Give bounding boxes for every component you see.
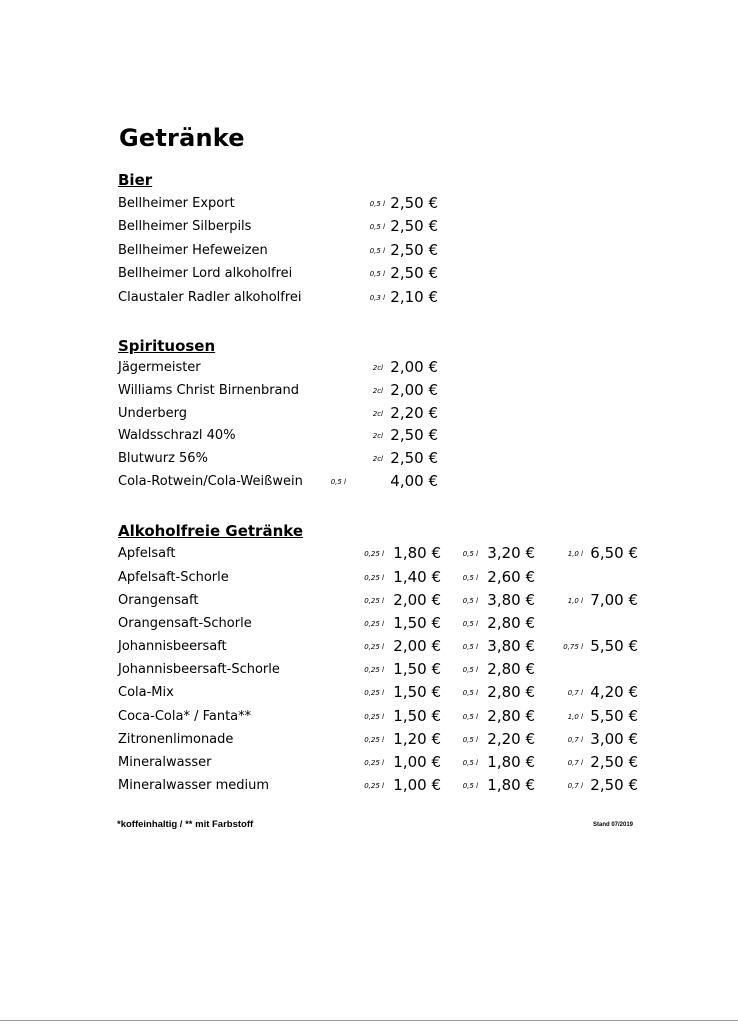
item-price: 2,50 € [390,426,438,444]
quantity-small: 0,25 l [364,620,384,628]
item-name: Blutwurz 56% [118,451,208,466]
item-quantity: 2cl [372,387,383,395]
item-name: Bellheimer Hefeweizen [118,243,268,258]
price-large: 5,50 € [590,637,638,655]
footnote: *koffeinhaltig / ** mit Farbstoff [117,819,254,830]
item-name: Claustaler Radler alkoholfrei [118,290,302,305]
item-name: Johannisbeersaft [118,639,227,654]
quantity-small: 0,25 l [364,736,384,744]
item-price: 2,00 € [390,381,438,399]
page-title: Getränke [119,124,245,152]
list-item [0,593,738,613]
list-item [0,428,738,448]
price-small: 1,80 € [393,544,441,562]
item-quantity: 0,3 l [369,294,385,302]
item-name: Cola-Rotwein/Cola-Weißwein [118,474,303,489]
stand-date: Stand 07/2019 [593,822,634,828]
price-medium: 2,80 € [487,614,535,632]
list-item [0,243,738,263]
price-small: 1,00 € [393,776,441,794]
price-large: 2,50 € [590,776,638,794]
list-item [0,266,738,286]
price-small: 1,50 € [393,707,441,725]
quantity-medium: 0,5 l [462,574,478,582]
price-medium: 2,80 € [487,683,535,701]
quantity-medium: 0,5 l [462,736,478,744]
item-name: Bellheimer Lord alkoholfrei [118,266,293,281]
list-item [0,755,738,775]
item-name: Zitronenlimonade [118,732,234,747]
item-name: Waldsschrazl 40% [118,428,236,443]
quantity-medium: 0,5 l [462,713,478,721]
list-item [0,616,738,636]
item-quantity: 0,5 l [369,270,385,278]
item-price: 2,10 € [390,288,438,306]
quantity-small: 0,25 l [364,597,384,605]
price-small: 2,00 € [393,637,441,655]
price-large: 4,20 € [590,683,638,701]
price-medium: 3,20 € [487,544,535,562]
quantity-medium: 0,5 l [462,666,478,674]
item-name: Cola-Mix [118,685,174,700]
list-item [0,685,738,705]
price-small: 1,50 € [393,683,441,701]
quantity-small: 0,25 l [364,643,384,651]
price-small: 1,20 € [393,730,441,748]
quantity-medium: 0,5 l [462,620,478,628]
list-item [0,709,738,729]
list-item [0,451,738,471]
list-item [0,546,738,566]
price-large: 5,50 € [590,707,638,725]
quantity-medium: 0,5 l [462,689,478,697]
quantity-medium: 0,5 l [462,550,478,558]
price-small: 1,50 € [393,660,441,678]
item-quantity: 0,5 l [369,247,385,255]
price-medium: 2,60 € [487,568,535,586]
item-quantity: 0,5 l [369,223,385,231]
quantity-small: 0,25 l [364,550,384,558]
quantity-large: 0,7 l [567,759,583,767]
quantity-small: 0,25 l [364,759,384,767]
price-medium: 3,80 € [487,591,535,609]
list-item [0,639,738,659]
price-medium: 2,80 € [487,660,535,678]
list-item [0,662,738,682]
item-name: Mineralwasser medium [118,778,270,793]
quantity-large: 1,0 l [567,597,583,605]
item-price: 2,50 € [390,449,438,467]
item-name: Coca-Cola* / Fanta** [118,709,252,724]
item-name: Apfelsaft-Schorle [118,570,229,585]
item-name: Bellheimer Silberpils [118,219,252,234]
price-medium: 2,80 € [487,707,535,725]
item-name: Orangensaft-Schorle [118,616,252,631]
list-item [0,778,738,798]
quantity-large: 0,7 l [567,782,583,790]
list-item [0,474,738,494]
list-item [0,360,738,380]
item-price: 2,50 € [390,217,438,235]
item-price: 4,00 € [390,472,438,490]
item-name: Williams Christ Birnenbrand [118,383,300,398]
item-name: Orangensaft [118,593,199,608]
section-title-bier: Bier [118,171,153,189]
price-large: 2,50 € [590,753,638,771]
item-quantity: 0,5 l [330,478,346,486]
list-item [0,196,738,216]
item-quantity: 0,5 l [369,200,385,208]
item-price: 2,20 € [390,404,438,422]
item-name: Apfelsaft [118,546,176,561]
section-title-alkoholfrei: Alkoholfreie Getränke [118,522,303,540]
section-title-spirituosen: Spirituosen [118,337,216,355]
item-quantity: 2cl [372,455,383,463]
item-price: 2,50 € [390,194,438,212]
item-price: 2,50 € [390,264,438,282]
bottom-divider [0,1020,738,1021]
quantity-large: 0,7 l [567,689,583,697]
price-small: 1,40 € [393,568,441,586]
quantity-small: 0,25 l [364,713,384,721]
quantity-small: 0,25 l [364,782,384,790]
item-name: Underberg [118,406,187,421]
price-medium: 1,80 € [487,753,535,771]
quantity-medium: 0,5 l [462,782,478,790]
price-large: 7,00 € [590,591,638,609]
quantity-large: 0,7 l [567,736,583,744]
quantity-small: 0,25 l [364,574,384,582]
item-name: Jägermeister [118,360,201,375]
quantity-small: 0,25 l [364,666,384,674]
quantity-large: 0,75 l [563,643,583,651]
list-item [0,219,738,239]
quantity-large: 1,0 l [567,713,583,721]
list-item [0,732,738,752]
item-quantity: 2cl [372,410,383,418]
quantity-medium: 0,5 l [462,597,478,605]
item-quantity: 2cl [372,364,383,372]
item-name: Johannisbeersaft-Schorle [118,662,280,677]
price-small: 1,50 € [393,614,441,632]
list-item [0,383,738,403]
item-price: 2,50 € [390,241,438,259]
quantity-large: 1,0 l [567,550,583,558]
list-item [0,570,738,590]
quantity-medium: 0,5 l [462,643,478,651]
price-medium: 2,20 € [487,730,535,748]
price-large: 3,00 € [590,730,638,748]
price-medium: 1,80 € [487,776,535,794]
list-item [0,290,738,310]
item-name: Bellheimer Export [118,196,235,211]
price-small: 2,00 € [393,591,441,609]
quantity-medium: 0,5 l [462,759,478,767]
item-quantity: 2cl [372,432,383,440]
item-price: 2,00 € [390,358,438,376]
price-small: 1,00 € [393,753,441,771]
price-medium: 3,80 € [487,637,535,655]
price-large: 6,50 € [590,544,638,562]
quantity-small: 0,25 l [364,689,384,697]
item-name: Mineralwasser [118,755,212,770]
list-item [0,406,738,426]
